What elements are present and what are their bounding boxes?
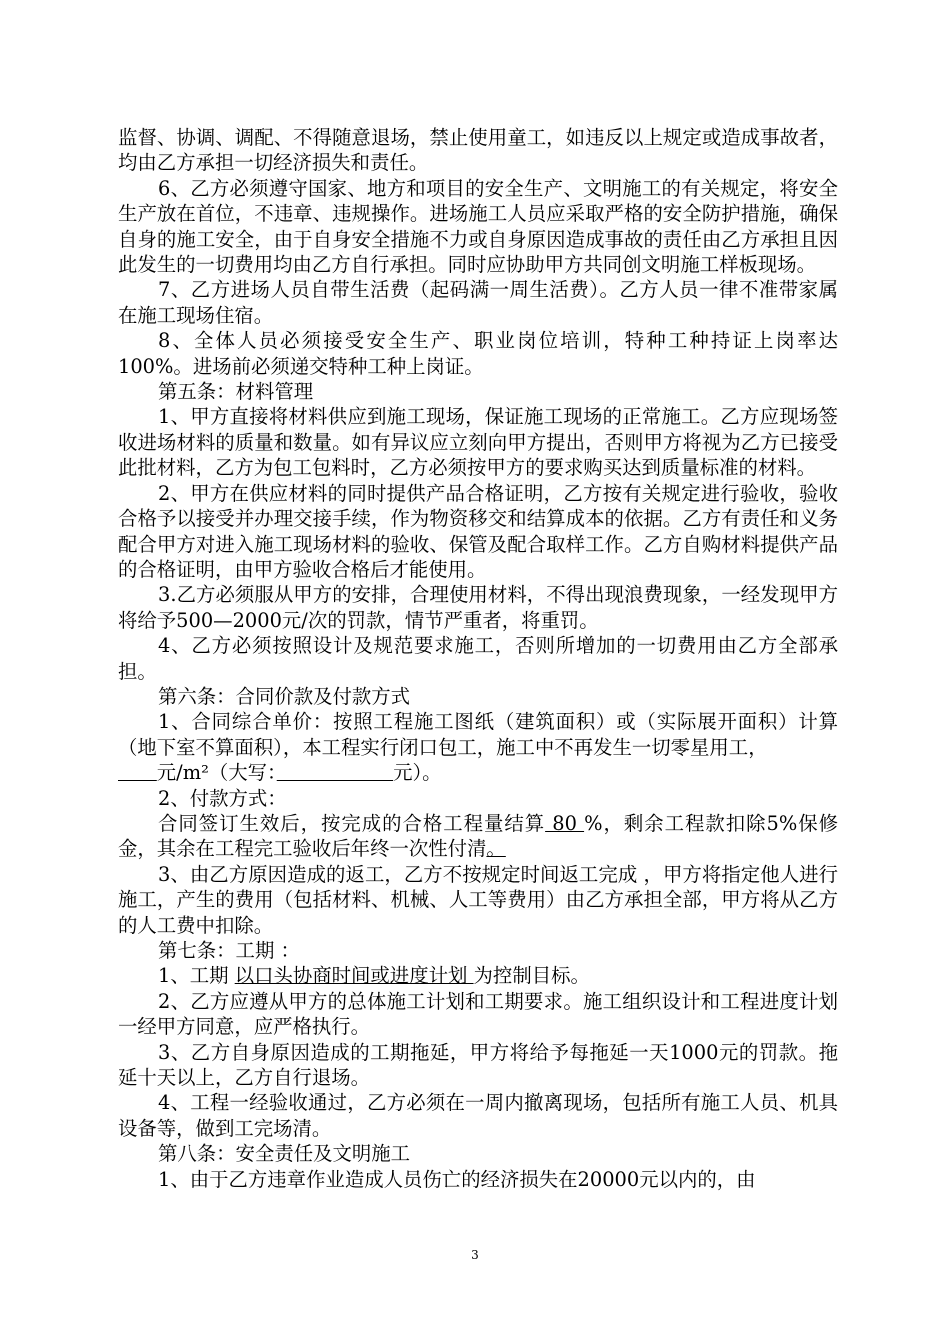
paragraph: 2、乙方应遵从甲方的总体施工计划和工期要求。施工组织设计和工程进度计划一经甲方同意，应严格执行。 (118, 989, 838, 1039)
text-run: 为控制目标。 (473, 964, 590, 988)
paragraph: 1、合同综合单价：按照工程施工图纸（建筑面积）或（实际展开面积）计算（地下室不算面积），本工程实行闭口包工，施工中不再发生一切零星用工， (118, 710, 838, 759)
underlined-fill-in: 80 (545, 811, 585, 835)
underlined-fill-in (118, 761, 157, 784)
paragraph: 第五条：材料管理 (158, 380, 314, 404)
page-number: 3 (471, 1248, 479, 1262)
document-body (118, 125, 838, 1192)
underlined-fill-in: 以口头协商时间或进度计划 (234, 964, 474, 988)
paragraph (118, 811, 838, 862)
paragraph: 3、由乙方原因造成的返工，乙方不按规定时间返工完成 ，甲方将指定他人进行施工，产生的费用（包括材料、机械、人工等费用）由乙方承担全部，甲方将从乙方的人工费中扣除。 (118, 862, 838, 937)
paragraph (118, 760, 838, 785)
paragraph: 1、甲方直接将材料供应到施工现场，保证施工现场的正常施工。乙方应现场签收进场材料的质量和数量。如有异议应立刻向甲方提出，否则甲方将视为乙方已接受此批材料，乙方为包工包料时，乙方必须按甲方的要求购买达到质量标准的材料。 (118, 405, 838, 480)
text-run: %，剩余工程款扣除5%保修金，其余在工程完工验收后年终一次性付清 (118, 811, 838, 861)
paragraph: 4、乙方必须按照设计及规范要求施工，否则所增加的一切费用由乙方全部承担。 (118, 634, 838, 683)
paragraph: 1、由于乙方违章作业造成人员伤亡的经济损失在20000元以内的，由 (158, 1167, 756, 1191)
underlined-fill-in: 。 (486, 837, 506, 861)
paragraph: 4、工程一经验收通过，乙方必须在一周内撤离现场，包括所有施工人员、机具设备等，做到工完场清。 (118, 1091, 838, 1140)
paragraph: 3、乙方自身原因造成的工期拖延，甲方将给予每拖延一天1000元的罚款。拖延十天以上，乙方自行退场。 (118, 1040, 838, 1090)
underlined-fill-in (277, 761, 393, 784)
paragraph: 第七条：工期 ： (158, 939, 300, 962)
paragraph: 6、乙方必须遵守国家、地方和项目的安全生产、文明施工的有关规定，将安全生产放在首位，不违章、违规操作。进场施工人员应采取严格的安全防护措施，确保自身的施工安全，由于自身安全措施不力或自身原因造成事故的责任由乙方承担且因此发生的一切费用均由乙方自行承担。同时应协助甲方共同创文明施工样板现场。 (118, 176, 838, 277)
text-run: 1、工期 (158, 964, 235, 988)
paragraph: 监督、协调、调配、不得随意退场，禁止使用童工，如违反以上规定或造成事故者，均由乙方承担一切经济损失和责任。 (118, 126, 838, 175)
text-run: 合同签订生效后，按完成的合格工程量结算 (158, 811, 546, 835)
paragraph (118, 963, 838, 988)
paragraph: 7、乙方进场人员自带生活费（起码满一周生活费）。乙方人员一律不准带家属在施工现场住宿。 (118, 278, 838, 327)
paragraph: 第八条：安全责任及文明施工 (158, 1142, 411, 1166)
text-run: 元）。 (393, 761, 442, 785)
text-run: 元/m²（大写： (156, 761, 277, 785)
paragraph: 8、全体人员必须接受安全生产、职业岗位培训，特种工种持证上岗率达100%。进场前必须递交特种工种上岗证。 (118, 329, 838, 378)
paragraph: 第六条：合同价款及付款方式 (158, 684, 411, 708)
paragraph: 3.乙方必须服从甲方的安排，合理使用材料，不得出现浪费现象，一经发现甲方将给予500—2000元/次的罚款，情节严重者，将重罚。 (118, 583, 838, 632)
paragraph: 2、付款方式： (158, 786, 287, 810)
paragraph: 2、甲方在供应材料的同时提供产品合格证明，乙方按有关规定进行验收，验收合格予以接受并办理交接手续，作为物资移交和结算成本的依据。乙方有责任和义务配合甲方对进入施工现场材料的验收、保管及配合取样工作。乙方自购材料提供产品的合格证明，由甲方验收合格后才能使用。 (118, 481, 838, 581)
